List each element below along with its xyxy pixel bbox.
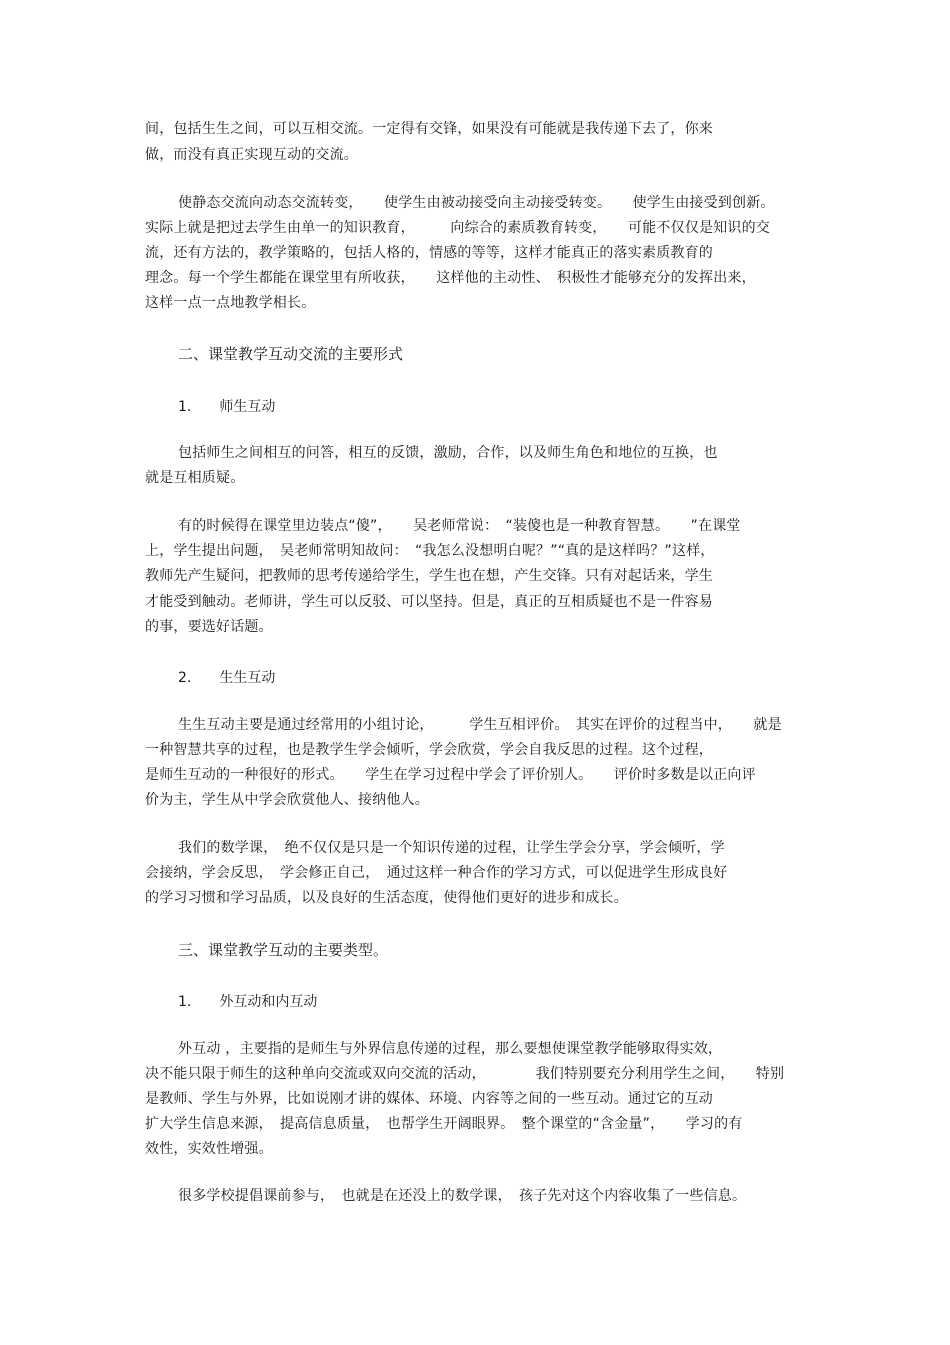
paragraph-line: 实际上就是把过去学生由单一的知识教育， 向综合的素质教育转变， 可能不仅仅是知识的交 <box>145 220 770 236</box>
paragraph-line: 决不能只限于师生的这种单向交流或双向交流的活动， 我们特别要充分利用学生之间， 特别 <box>145 1066 785 1082</box>
paragraph-line: 的学习习惯和学习品质，以及良好的生活态度，使得他们更好的进步和成长。 <box>145 890 628 906</box>
paragraph-line: 这样一点一点地教学相长。 <box>145 295 316 311</box>
paragraph-line: 外互动 ，主要指的是师生与外界信息传递的过程，那么要想使课堂教学能够取得实效， <box>178 1041 723 1057</box>
paragraph-line: 教师先产生疑问，把教师的思考传递给学生，学生也在想，产生交锋。只有对起话来，学生 <box>145 568 713 584</box>
paragraph-line: 才能受到触动。老师讲，学生可以反驳、可以坚持。但是，真正的互相质疑也不是一件容易 <box>145 594 713 610</box>
paragraph-line: 流，还有方法的，教学策略的，包括人格的，情感的等等，这样才能真正的落实素质教育的 <box>145 245 713 261</box>
paragraph-line: 是师生互动的一种很好的形式。 学生在学习过程中学会了评价别人。 评价时多数是以正向评 <box>145 767 756 783</box>
paragraph-line: 做，而没有真正实现互动的交流。 <box>145 147 358 163</box>
paragraph-line: 一种智慧共享的过程，也是教学生学会倾听，学会欣赏，学会自我反思的过程。这个过程， <box>145 742 713 758</box>
paragraph-line: 间，包括生生之间，可以互相交流。一定得有交锋，如果没有可能就是我传递下去了，你来 <box>145 121 713 137</box>
paragraph-line: 生生互动主要是通过经常用的小组讨论， 学生互相评价。 其实在评价的过程当中， 就是 <box>178 717 782 733</box>
paragraph-line: 的事，要选好话题。 <box>145 619 273 635</box>
paragraph-line: 很多学校提倡课前参与， 也就是在还没上的数学课， 孩子先对这个内容收集了一些信息。 <box>178 1188 747 1204</box>
paragraph-line: 包括师生之间相互的问答，相互的反馈，激励，合作，以及师生角色和地位的互换，也 <box>178 445 718 461</box>
paragraph-line: 我们的数学课， 绝不仅仅是只是一个知识传递的过程，让学生学会分享，学会倾听，学 <box>178 840 725 856</box>
paragraph-line: 效性，实效性增强。 <box>145 1141 273 1157</box>
paragraph-line: 使静态交流向动态交流转变， 使学生由被动接受向主动接受转变。 使学生由接受到创新。 <box>178 195 775 211</box>
subsection-heading: 1. 师生互动 <box>178 399 276 415</box>
paragraph-line: 会接纳，学会反思， 学会修正自己， 通过这样一种合作的学习方式，可以促进学生形成良好 <box>145 865 728 881</box>
section-heading: 二、课堂教学互动交流的主要形式 <box>178 345 404 363</box>
paragraph-line: 上，学生提出问题， 吴老师常明知故问： “我怎么没想明白呢？”“真的是这样吗？”这样， <box>145 543 715 559</box>
paragraph-line: 价为主，学生从中学会欣赏他人、接纳他人。 <box>145 792 429 808</box>
paragraph-line: 理念。每一个学生都能在课堂里有所收获， 这样他的主动性、 积极性才能够充分的发挥出来， <box>145 270 756 286</box>
paragraph-line: 扩大学生信息来源， 提高信息质量， 也帮学生开阔眼界。 整个课堂的“含金量”， 学习的有 <box>145 1116 743 1132</box>
section-heading: 三、课堂教学互动的主要类型。 <box>178 941 389 959</box>
subsection-heading: 1. 外互动和内互动 <box>178 994 318 1010</box>
paragraph-line: 就是互相质疑。 <box>145 470 245 486</box>
paragraph-line: 有的时候得在课堂里边装点“傻”， 吴老师常说： “装傻也是一种教育智慧。 ”在课堂 <box>178 518 741 534</box>
paragraph-line: 是教师、学生与外界，比如说刚才讲的媒体、环境、内容等之间的一些互动。通过它的互动 <box>145 1091 713 1107</box>
subsection-heading: 2. 生生互动 <box>178 670 276 686</box>
